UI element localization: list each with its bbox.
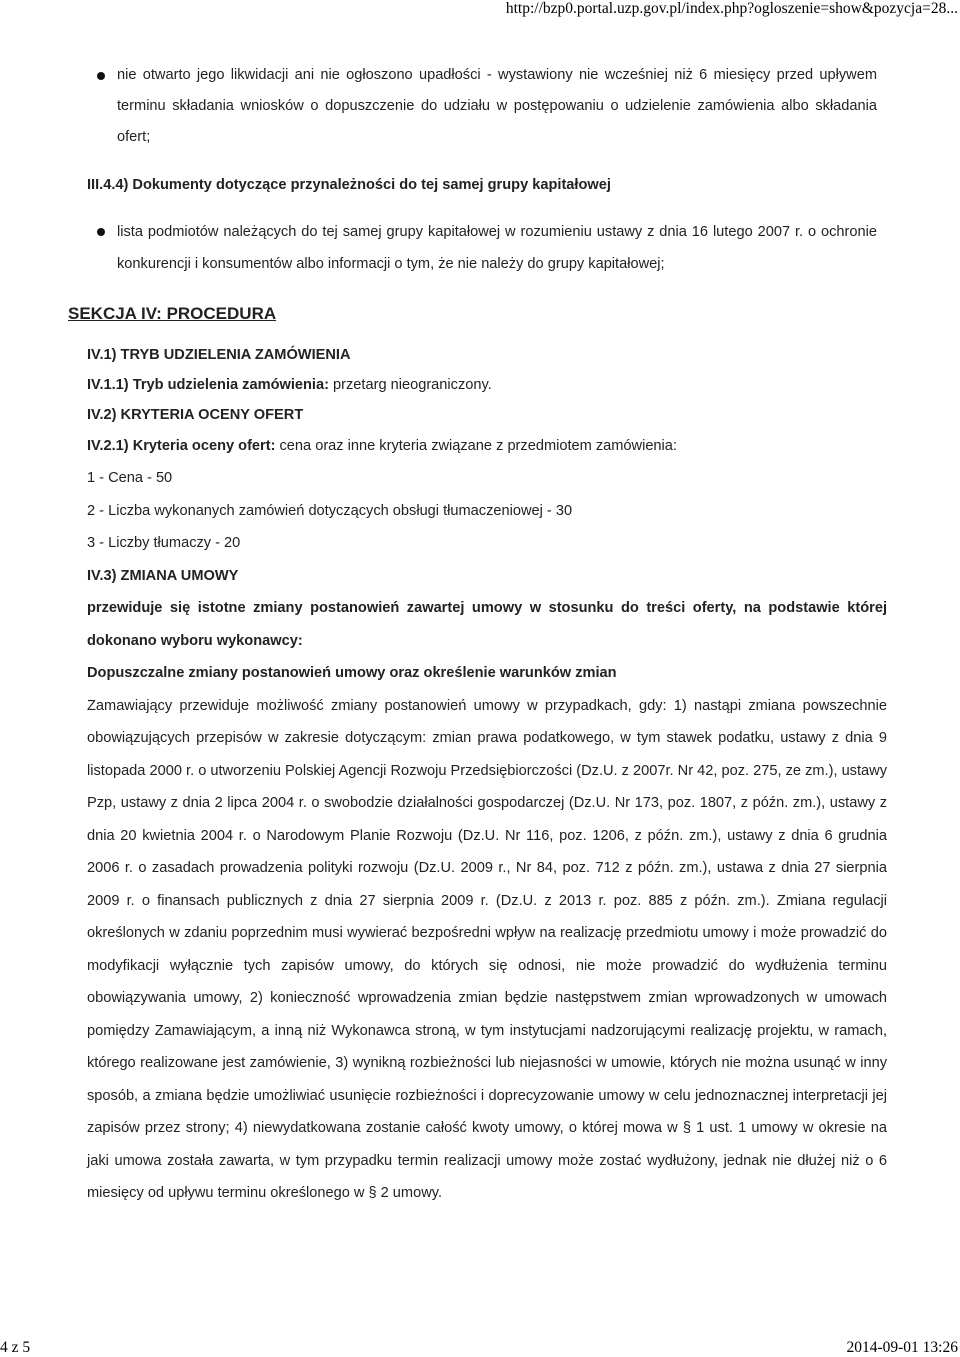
line-iv-1-1 (87, 370, 887, 400)
procedure-block (87, 340, 887, 430)
section-heading-iii-4-4: III.4.4) Dokumenty dotyczące przynależności do tej samej grupy kapitałowej (87, 177, 611, 193)
heading-iv-3: IV.3) ZMIANA UMOWY (87, 567, 239, 584)
criterion-item: 3 - Liczby tłumaczy - 20 (87, 535, 241, 551)
document-content (0, 60, 960, 1210)
amendment-conditions-heading: Dopuszczalne zmiany postanowień umowy oraz określenie warunków zmian (87, 665, 617, 681)
page-number: 4 z 5 (0, 1339, 31, 1356)
list-item-bankruptcy: nie otwarto jego likwidacji ani nie ogłoszono upadłości - wystawiony nie wcześniej niż 6 miesięcy przed upływem terminu składania wniosków o dopuszczenie do udziału w postępowaniu o udzielenie zamówienia albo składania ofert; (117, 60, 877, 153)
list-item-capital-group: lista podmiotów należących do tej samej grupy kapitałowej w rozumieniu ustawy z dnia 16 lutego 2007 r. o ochronie konkurencji i konsumentów albo informacji o tym, że nie należy do grupy kapitałowej; (117, 216, 877, 280)
value-iv-1-1: przetarg nieograniczony. (328, 376, 492, 393)
label-iv-2-1: IV.2.1) Kryteria oceny ofert: (87, 437, 276, 454)
heading-iv-2: IV.2) KRYTERIA OCENY OFERT (87, 406, 304, 423)
line-iv-2-1 (87, 430, 887, 463)
criteria-block (87, 430, 887, 1210)
value-iv-2-1: cena oraz inne kryteria związane z przedmiotem zamówienia: (275, 437, 677, 454)
amendment-paragraph: Zamawiający przewiduje możliwość zmiany postanowień umowy w przypadkach, gdy: 1) nastąpi zmiana powszechnie obowiązujących przepisów w zakresie dotyczącym: zmian prawa podatkowego, w tym stawek podatku, ustawy z dnia 9 listopada 2000 r. o utworzeniu Polskiej Agencji Rozwoju Przedsiębiorczości (Dz.U. z 2007r. Nr 42, poz. 275, ze zm.), ustawy Pzp, ustawy z dnia 2 lipca 2004 r. o swobodzie działalności gospodarczej (Dz.U. Nr 173, poz. 1807, z późn. zm.), ustawy z dnia 20 kwietnia 2004 r. o Narodowym Planie Rozwoju (Dz.U. Nr 116, poz. 1206, z późn. zm.), ustawy z dnia 6 grudnia 2006 r. o zasadach prowadzenia polityki rozwoju (Dz.U. 2009 r., Nr 84, poz. 712 z późn. zm.), ustawa z dnia 27 sierpnia 2009 r. o finansach publicznych z dnia 27 sierpnia 2009 r. (Dz.U. z 2013 r. poz. 885 z późn. zm.). Zmiana regulacji określonych w zdaniu poprzednim musi wywierać bezpośredni wpływ na realizację przedmiotu umowy i może prowadzić do modyfikacji wyłącznie tych zapisów umowy, do których się odnosi, nie może prowadzić do wydłużenia terminu obowiązywania umowy, 2) konieczność wprowadzenia zmian będzie następstwem zmian wprowadzonych w umowach pomiędzy Zamawiającym, a inną niż Wykonawca stroną, w tym instytucjami nadzorującymi realizację projektu, w ramach, którego realizowane jest zamówienie, 3) wynikną rozbieżności lub niejasności w umowie, których nie można usunąć w inny sposób, a zmiana będzie umożliwiać usunięcie rozbieżności i doprecyzowanie umowy w celu jednoznacznej interpretacji jej zapisów przez strony; 4) niewydatkowana zostanie całość kwoty umowy, o której mowa w § 1 ust. 1 umowy w okresie na jaki umowa została zawarta, w tym przypadku termin realizacji umowy może zostać wydłużony, jednak nie dłużej niż o 6 miesięcy od upływu terminu określonego w § 2 umowy. (87, 697, 887, 1201)
section-title-procedure: SEKCJA IV: PROCEDURA (68, 303, 277, 323)
criterion-item: 2 - Liczba wykonanych zamówień dotyczących obsługi tłumaczeniowej - 30 (87, 502, 573, 519)
label-iv-1-1: IV.1.1) Tryb udzielenia zamówienia: (87, 376, 329, 393)
heading-iv-1: IV.1) TRYB UDZIELENIA ZAMÓWIENIA (87, 346, 351, 363)
amendment-intro: przewiduje się istotne zmiany postanowień zawartej umowy w stosunku do treści oferty, na podstawie której dokonano wyboru wykonawcy: (87, 600, 887, 649)
page-url: http://bzp0.portal.uzp.gov.pl/index.php?ogloszenie=show&pozycja=28... (505, 0, 958, 17)
criterion-item: 1 - Cena - 50 (87, 470, 173, 486)
print-datetime: 2014-09-01 13:26 (846, 1339, 958, 1356)
